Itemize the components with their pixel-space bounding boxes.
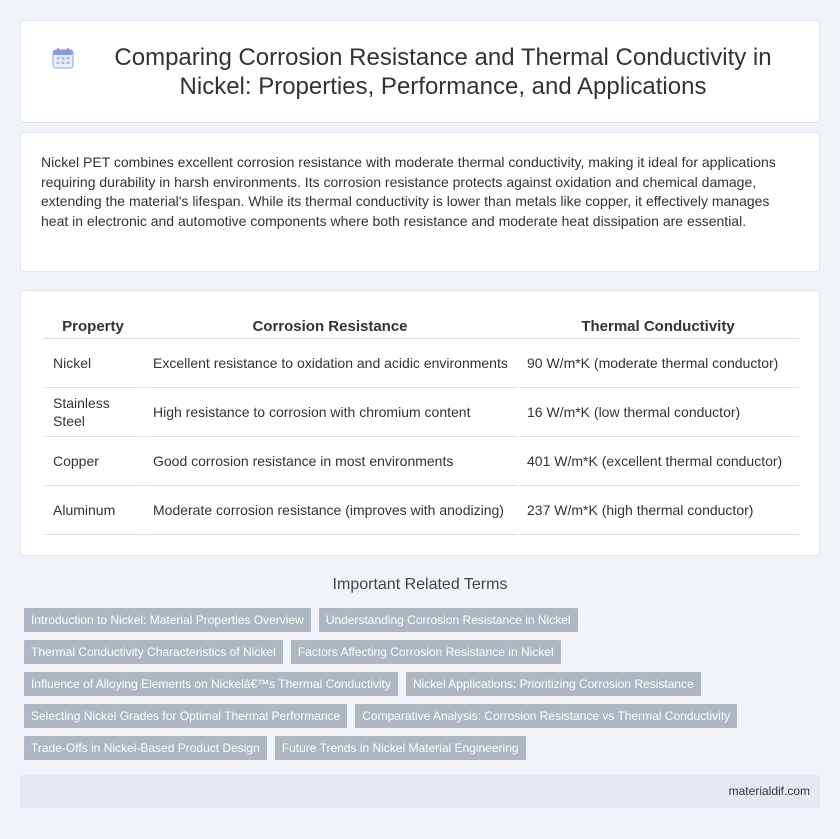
related-term-tag[interactable]: Trade-Offs in Nickel-Based Product Design — [24, 736, 267, 760]
calendar-icon — [51, 46, 75, 70]
page-title: Comparing Corrosion Resistance and Thermal Conductivity in Nickel: Properties, Performance, and Applications — [114, 43, 772, 100]
cell-thermal: 90 W/m*K (moderate thermal conductor) — [517, 339, 799, 388]
header-thermal-conductivity: Thermal Conductivity — [517, 313, 799, 339]
header-property: Property — [43, 313, 143, 339]
cell-property: Stainless Steel — [43, 388, 143, 437]
footer — [20, 775, 820, 808]
cell-corrosion: Good corrosion resistance in most environments — [143, 437, 517, 486]
intro-card — [20, 132, 820, 272]
related-terms-title: Important Related Terms — [332, 576, 508, 593]
header-card — [20, 20, 820, 123]
comparison-table — [43, 313, 799, 535]
table-row — [43, 437, 799, 486]
related-term-tag[interactable]: Introduction to Nickel: Material Properties Overview — [24, 608, 311, 632]
header-corrosion-resistance: Corrosion Resistance — [143, 313, 517, 339]
table-row — [43, 339, 799, 388]
intro-paragraph: Nickel PET combines excellent corrosion resistance with moderate thermal conductivity, making it ideal for applications requiring durability in harsh environments. Its corrosion resistance protects against oxidation and chemical damage, extending the material's lifespan. While its thermal conductivity is lower than metals like copper, it effectively manages heat in electronic and automotive components where both resistance and moderate heat dissipation are essential. — [41, 154, 776, 229]
related-term-tag[interactable]: Selecting Nickel Grades for Optimal Thermal Performance — [24, 704, 347, 728]
related-term-tag[interactable]: Influence of Alloying Elements on Nickelâ€™s Thermal Conductivity — [24, 672, 398, 696]
cell-property: Aluminum — [43, 486, 143, 535]
related-term-tag[interactable]: Understanding Corrosion Resistance in Nickel — [319, 608, 578, 632]
cell-corrosion: High resistance to corrosion with chromium content — [143, 388, 517, 437]
comparison-table-card — [20, 290, 820, 556]
related-term-tag[interactable]: Comparative Analysis: Corrosion Resistance vs Thermal Conductivity — [355, 704, 737, 728]
cell-property: Copper — [43, 437, 143, 486]
header — [21, 43, 819, 101]
related-terms-list — [24, 608, 820, 760]
table-row — [43, 388, 799, 437]
cell-thermal: 401 W/m*K (excellent thermal conductor) — [517, 437, 799, 486]
related-term-tag[interactable]: Thermal Conductivity Characteristics of Nickel — [24, 640, 283, 664]
table-header-row — [43, 313, 799, 339]
cell-property: Nickel — [43, 339, 143, 388]
cell-corrosion: Moderate corrosion resistance (improves with anodizing) — [143, 486, 517, 535]
cell-thermal: 237 W/m*K (high thermal conductor) — [517, 486, 799, 535]
cell-corrosion: Excellent resistance to oxidation and acidic environments — [143, 339, 517, 388]
table-row — [43, 486, 799, 535]
footer-site[interactable]: materialdif.com — [728, 784, 810, 798]
related-term-tag[interactable]: Factors Affecting Corrosion Resistance in Nickel — [291, 640, 561, 664]
cell-thermal: 16 W/m*K (low thermal conductor) — [517, 388, 799, 437]
related-term-tag[interactable]: Future Trends in Nickel Material Engineering — [275, 736, 526, 760]
related-term-tag[interactable]: Nickel Applications: Prioritizing Corrosion Resistance — [406, 672, 701, 696]
